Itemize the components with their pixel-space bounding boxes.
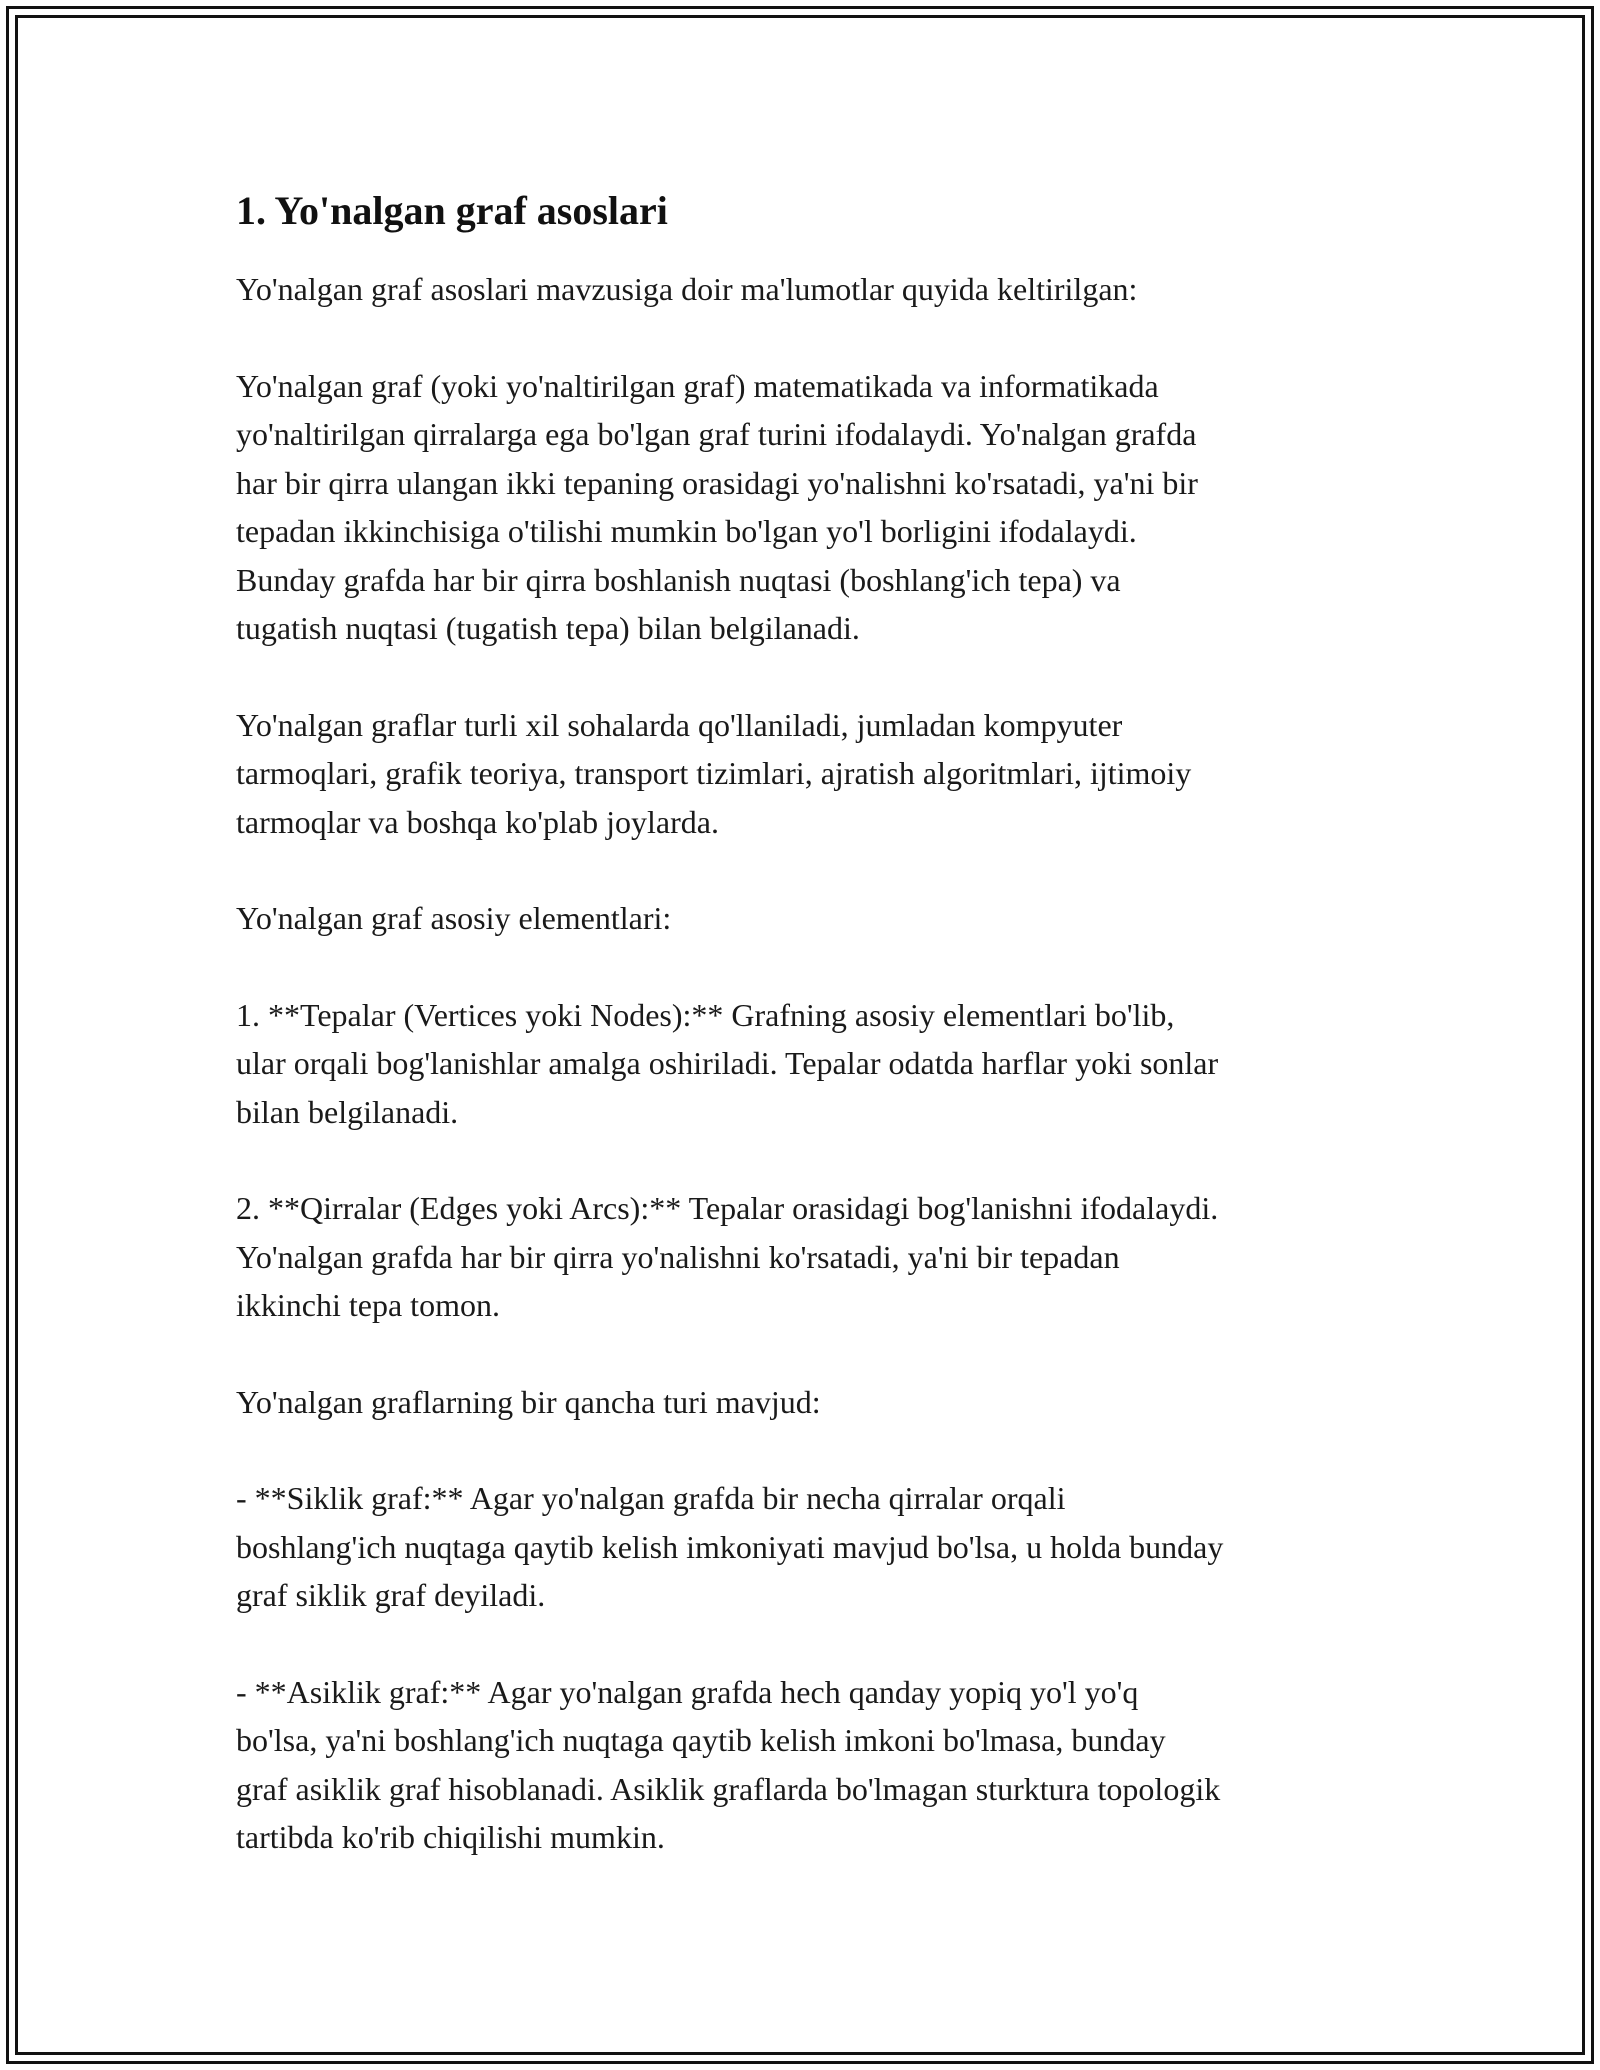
types-intro-paragraph: Yo'nalgan graflarning bir qancha turi mavjud: [236, 1383, 821, 1420]
list-item-acyclic-graph: - **Asiklik graf:** Agar yo'nalgan grafda hech qanday yopiq yo'l yo'q bo'lsa, ya'ni boshlang'ich nuqtaga qaytib kelish imkoni bo'lmasa, bunday graf asiklik graf hisoblanadi. Asiklik graflarda bo'lmagan sturktura topologik tartibda ko'rib chiqilishi mumkin. [236, 1673, 1221, 1855]
section-heading: 1. Yo'nalgan graf asoslari [236, 188, 668, 233]
list-item-vertices: 1. **Tepalar (Vertices yoki Nodes):** Grafning asosiy elementlari bo'lib, ular orqali bog'lanishlar amalga oshiriladi. Tepalar odatda harflar yoki sonlar bilan belgilanadi. [236, 996, 1219, 1130]
document-body [236, 185, 1386, 1910]
list-item-cyclic-graph: - **Siklik graf:** Agar yo'nalgan grafda bir necha qirralar orqali boshlang'ich nuqtaga qaytib kelish imkoniyati mavjud bo'lsa, u holda bunday graf siklik graf deyiladi. [236, 1480, 1224, 1613]
applications-paragraph: Yo'nalgan graflar turli xil sohalarda qo'llaniladi, jumladan kompyuter tarmoqlari, grafik teoriya, transport tizimlari, ajratish algoritmlari, ijtimoiy tarmoqlar va boshqa ko'plab joylarda. [236, 706, 1192, 840]
intro-paragraph: Yo'nalgan graf asoslari mavzusiga doir ma'lumotlar quyida keltirilgan: [236, 271, 1138, 307]
definition-paragraph: Yo'nalgan graf (yoki yo'naltirilgan graf) matematikada va informatikada yo'naltirilgan qirralarga ega bo'lgan graf turini ifodalaydi. Yo'nalgan grafda har bir qirra ulangan ikki tepaning orasidagi yo'nalishni ko'rsatadi, ya'ni bir tepadan ikkinchisiga o'tilishi mumkin bo'lgan yo'l borligini ifodalaydi. Bunday grafda har bir qirra boshlanish nuqtasi (boshlang'ich tepa) va tugatish nuqtasi (tugatish tepa) bilan belgilanadi. [236, 367, 1198, 646]
elements-intro-paragraph: Yo'nalgan graf asosiy elementlari: [236, 900, 672, 936]
list-item-edges: 2. **Qirralar (Edges yoki Arcs):** Tepalar orasidagi bog'lanishni ifodalaydi. Yo'nalgan grafda har bir qirra yo'nalishni ko'rsatadi, ya'ni bir tepadan ikkinchi tepa tomon. [236, 1190, 1219, 1323]
